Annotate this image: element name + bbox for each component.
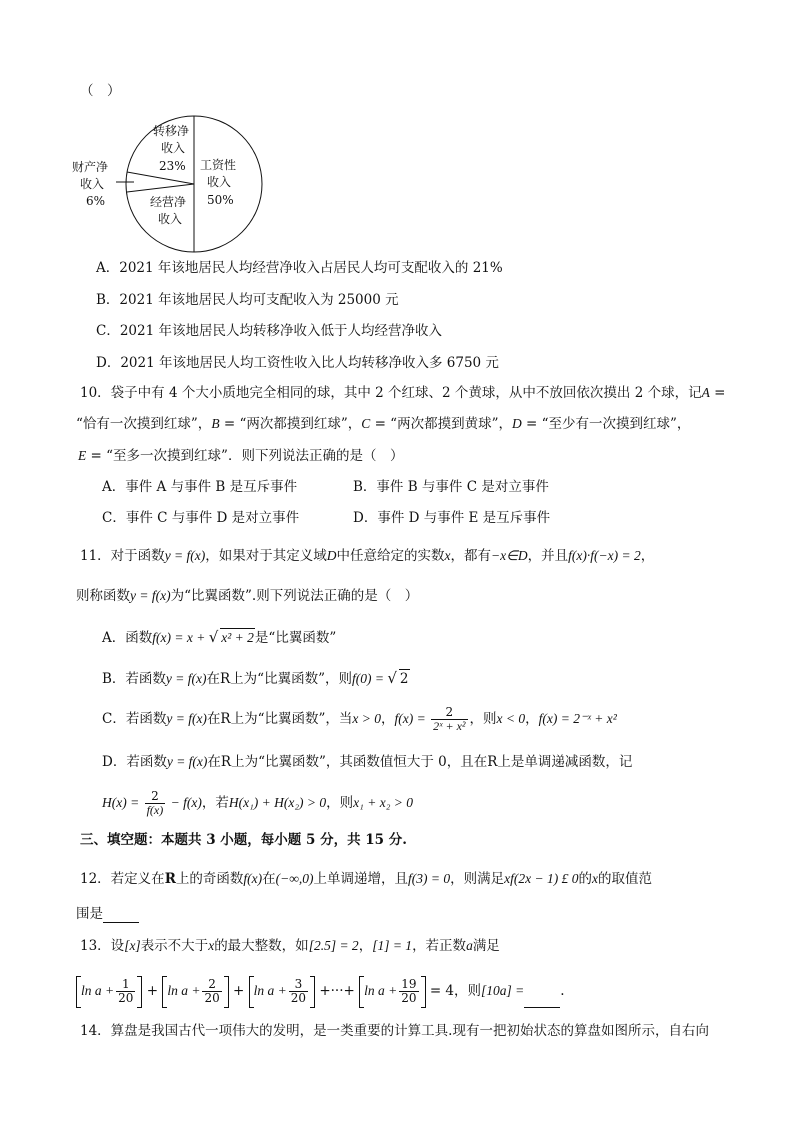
q10-option-d: D．事件 D 与事件 E 是互斥事件 — [353, 510, 551, 526]
q11-stem-line2: 则称函数y = f(x)为“比翼函数”.则下列说法正确的是（ ） — [76, 588, 419, 604]
pie-label-wage-1: 工资性 — [200, 158, 237, 172]
pie-divider-business — [127, 184, 194, 192]
pie-label-property-2: 收入 — [80, 177, 105, 191]
q10-option-a: A．事件 A 与事件 B 是互斥事件 — [102, 479, 298, 495]
fraction: $\frac{19}{20}$ — [401, 977, 417, 1005]
q9-option-a: A．2021 年该地居民人均经营净收入占居民人均可支配收入的 21% — [96, 260, 503, 276]
answer-blank — [524, 993, 560, 1008]
q10-stem-line2: “恰有一次摸到红球”，B = “两次都摸到红球”，C = “两次都摸到黄球”，D = “至少有一次摸到红球”， — [76, 416, 691, 432]
answer-blank — [103, 908, 139, 923]
q10-option-c: C．事件 C 与事件 D 是对立事件 — [102, 510, 300, 526]
q11-option-b: B．若函数y = f(x)在R上为“比翼函数”，则f(0) = √ 2 — [102, 669, 409, 687]
q9-option-b: B．2021 年该地居民人均可支配收入为 25000 元 — [96, 292, 399, 308]
fraction: $\frac{2}{20}$ — [204, 977, 220, 1005]
q11-option-d-line2: H(x) = $\frac{2}{f(x)}$ − f(x)，若H(x₁) + H(x₂) > 0，则x₁ + x₂ > 0 — [102, 789, 414, 817]
fraction: $\frac{1}{20}$ — [118, 977, 134, 1005]
q10-stem-line3: E = “至多一次摸到红球”．则下列说法正确的是（ ） — [78, 448, 404, 464]
pie-label-transfer-3: 23% — [159, 159, 186, 173]
pie-label-business-2: 收入 — [158, 212, 183, 226]
q13-stem-line2: ln a + $\frac{1}{20}$ + ln a + $\frac{2}{20}$ + ln a + $\frac{3}{20}$ +···+ ln a + $\frac{19}{20}$ = 4，则[10a] = . — [76, 974, 565, 1008]
pie-label-wage-2: 收入 — [207, 175, 232, 189]
pie-chart — [70, 115, 290, 255]
q11-option-d: D．若函数y = f(x)在R上为“比翼函数”，其函数值恒大于 0，且在R上是单调递减函数，记 — [102, 754, 633, 770]
q9-option-d: D．2021 年该地居民人均工资性收入比人均转移净收入多 6750 元 — [96, 355, 499, 371]
pie-label-transfer-1: 转移净 — [153, 124, 190, 138]
pie-label-property-1: 财产净 — [72, 160, 109, 174]
fraction: $\frac{2}{f(x)}$ — [146, 789, 164, 817]
q10-stem-line1: 10．袋子中有 4 个大小质地完全相同的球，其中 2 个红球、2 个黄球，从中不放回依次摸出 2 个球，记A = — [80, 385, 726, 401]
q11-option-c: C．若函数y = f(x)在R上为“比翼函数”，当x > 0，f(x) = $\frac{2}{\text{2ˣ + x²}}$ ，则x < 0，f(x) = 2⁻ˣ + x² — [102, 705, 617, 733]
pie-divider-transfer — [127, 172, 194, 184]
fraction: $\frac{3}{20}$ — [290, 977, 307, 1005]
fraction: $\frac{2}{\text{2ˣ + x²}}$ — [433, 705, 466, 733]
q9-option-c: C．2021 年该地居民人均转移净收入低于人均经营净收入 — [96, 323, 442, 339]
q13-stem-line1: 13．设[x]表示不大于x的最大整数，如[2.5] = 2，[1] = 1，若正数a满足 — [80, 938, 500, 954]
pie-label-business-1: 经营净 — [150, 195, 187, 209]
q12-stem-line1: 12．若定义在R上的奇函数f(x)在(−∞,0)上单调递增，且f(3) = 0，则满足xf(2x − 1) £ 0的x的取值范 — [80, 871, 652, 887]
q11-stem-line1: 11．对于函数y = f(x)，如果对于其定义域D中任意给定的实数x，都有−x∈D，并且f(x)·f(−x) = 2， — [80, 548, 655, 564]
pie-label-property-3: 6% — [86, 194, 106, 208]
section-heading: 三、填空题：本题共 3 小题，每小题 5 分，共 15 分. — [80, 832, 407, 848]
q14-stem-line1: 14．算盘是我国古代一项伟大的发明，是一类重要的计算工具.现有一把初始状态的算盘如图所示，自右向 — [80, 1023, 709, 1039]
pie-label-wage-3: 50% — [207, 193, 234, 207]
q11-option-a: A．函数f(x) = x + √ x² + 2是“比翼函数” — [102, 628, 337, 646]
pie-label-transfer-2: 收入 — [161, 141, 186, 155]
question-blank-paren: （ ） — [80, 83, 121, 99]
q12-stem-line2: 围是 — [76, 905, 139, 923]
q10-option-b: B．事件 B 与事件 C 是对立事件 — [353, 479, 549, 495]
